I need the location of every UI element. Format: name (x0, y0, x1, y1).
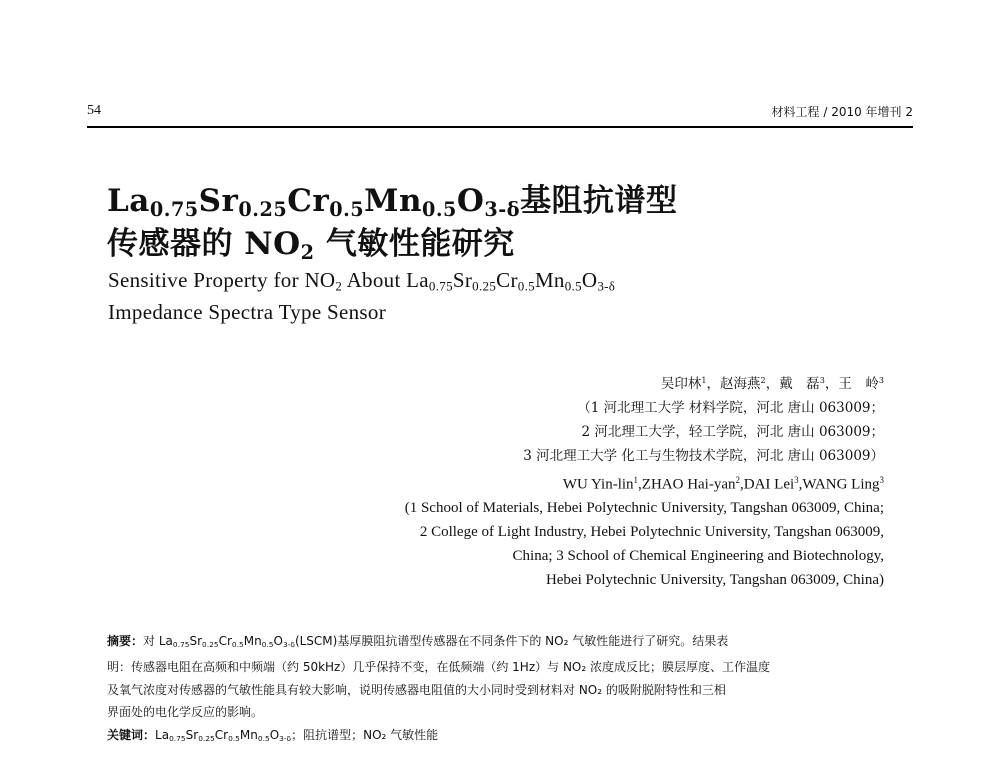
title-en-line1 (108, 268, 615, 294)
title-en-text: Sensitive Property for NO (108, 268, 336, 292)
abstract (107, 630, 897, 750)
author-name: DAI Lei (743, 476, 795, 493)
formula-sub: 0.25 (202, 639, 219, 649)
keywords-text: ；阻抗谱型；NO₂ 气敏性能 (291, 727, 439, 742)
formula-el: Cr (218, 634, 232, 648)
formula-el: La (158, 634, 173, 648)
affiliation-en: China; 3 School of Chemical Engineering and Biotechnology, (512, 548, 884, 565)
formula-sub: 0.5 (228, 733, 240, 743)
formula-sub: 3-δ (597, 278, 616, 294)
sep: ， (706, 375, 721, 392)
formula-sub: 0.5 (261, 639, 274, 649)
formula-el: Mn (239, 727, 258, 742)
title-en-line2: Impedance Spectra Type Sensor (108, 300, 386, 324)
author-mark: 1 (701, 375, 707, 385)
formula-el: La (107, 183, 150, 219)
sep: , (740, 476, 744, 493)
formula-el: Cr (496, 268, 518, 292)
sep: ， (765, 375, 780, 392)
formula-el: Cr (287, 183, 330, 219)
authors-en (405, 468, 884, 496)
sep: , (798, 476, 803, 493)
abstract-line: 明：传感器电阻在高频和中频端（约 50kHz）几乎保持不变，在低频端（约 1Hz）与 NO₂ 浓度成反比；膜层厚度、工作温度 (107, 660, 770, 675)
author-mark: 1 (633, 474, 639, 485)
formula-sub: 0.75 (172, 639, 190, 649)
keywords-line (107, 724, 897, 750)
keywords-label: 关键词： (107, 727, 156, 742)
author-name: WU Yin-lin (562, 476, 634, 493)
author-mark: 2 (760, 375, 766, 385)
formula-sub: 2 (335, 278, 343, 294)
formula-el: Cr (214, 727, 229, 742)
header-rule (87, 126, 913, 128)
formula-sub: 3-δ (282, 639, 295, 649)
affiliation-cn: 2 河北理工大学，轻工学院，河北 唐山 063009； (581, 423, 884, 440)
formula-el: O (273, 634, 283, 648)
formula-sub: 3-δ (484, 197, 521, 221)
formula-sub: 0.25 (198, 733, 215, 743)
affiliation-cn: （1 河北理工大学 材料学院，河北 唐山 063009； (577, 399, 884, 416)
title-cn-line2 (107, 218, 515, 264)
formula-el: O (456, 183, 485, 219)
author-mark: 3 (794, 474, 799, 485)
formula-sub: 0.5 (517, 278, 535, 294)
formula-el: Sr (452, 268, 473, 292)
author-name: WANG Ling (802, 476, 880, 493)
title-en-text: About (342, 268, 407, 292)
formula-sub: 0.25 (238, 197, 288, 221)
formula-el: O (269, 727, 280, 742)
abstract-text: (LSCM)基厚膜阻抗谱型传感器在不同条件下的 NO₂ 气敏性能进行了研究。结果表 (294, 634, 729, 648)
formula-el: La (406, 268, 429, 292)
formula-sub: 0.5 (231, 639, 244, 649)
affiliation-en: 2 College of Light Industry, Hebei Polytechnic University, Tangshan 063009, (419, 524, 884, 541)
author-name: ZHAO Hai-yan (641, 476, 736, 493)
journal-info: 材料工程 / 2010 年增刊 2 (771, 105, 913, 119)
formula-el: Sr (198, 183, 239, 219)
formula-el: Sr (185, 727, 199, 742)
formula-sub: 0.5 (257, 733, 270, 743)
formula-el: Mn (243, 634, 262, 648)
title-cn-line1 (107, 175, 678, 221)
formula-el: La (155, 727, 170, 742)
title-cn-text: 基阻抗谱型 (520, 183, 678, 219)
formula-sub: 3-δ (279, 733, 292, 743)
sep: , (638, 476, 642, 493)
affiliation-cn: 3 河北理工大学 化工与生物技术学院，河北 唐山 063009） (523, 447, 884, 464)
affiliation-en: Hebei Polytechnic University, Tangshan 063009, China) (545, 572, 884, 589)
formula-sub: 0.25 (472, 278, 497, 294)
title-cn-text: 气敏性能研究 (314, 226, 515, 262)
abstract-text: 对 (143, 634, 159, 648)
affiliation-en: (1 School of Materials, Hebei Polytechnic University, Tangshan 063009, China; (404, 500, 884, 517)
page-header (87, 103, 913, 123)
sep: ， (824, 375, 839, 392)
formula-el: O (581, 268, 598, 292)
formula-sub: 0.5 (421, 197, 457, 221)
formula-sub: 0.75 (169, 733, 186, 743)
author-name: 吴印林 (660, 375, 702, 392)
author-mark: 3 (819, 375, 825, 385)
author-name: 王 岭 (838, 375, 879, 392)
abstract-line: 及氧气浓度对传感器的气敏性能具有较大影响，说明传感器电阻值的大小同时受到材料对 NO₂ 的吸附脱附特性和三相 (107, 682, 726, 697)
author-mark: 3 (879, 474, 884, 485)
formula-el: Sr (189, 634, 203, 648)
author-mark: 2 (735, 474, 741, 485)
formula-sub: 2 (300, 240, 315, 264)
formula-el: Mn (364, 183, 422, 219)
formula-sub: 0.5 (564, 278, 582, 294)
authors-cn (405, 368, 884, 396)
page-number: 54 (87, 103, 101, 118)
formula-sub: 0.75 (149, 197, 199, 221)
author-name: 戴 磊 (779, 375, 820, 392)
authors-block (405, 368, 884, 592)
author-name: 赵海燕 (720, 375, 761, 392)
title-cn-text: 传感器的 NO (107, 226, 301, 262)
abstract-line: 界面处的电化学反应的影响。 (107, 705, 264, 720)
formula-sub: 0.5 (329, 197, 365, 221)
abstract-line (107, 630, 897, 656)
formula-sub: 0.75 (428, 278, 453, 294)
formula-el: Mn (534, 268, 565, 292)
abstract-label: 摘要： (107, 634, 144, 648)
author-mark: 3 (878, 375, 884, 385)
